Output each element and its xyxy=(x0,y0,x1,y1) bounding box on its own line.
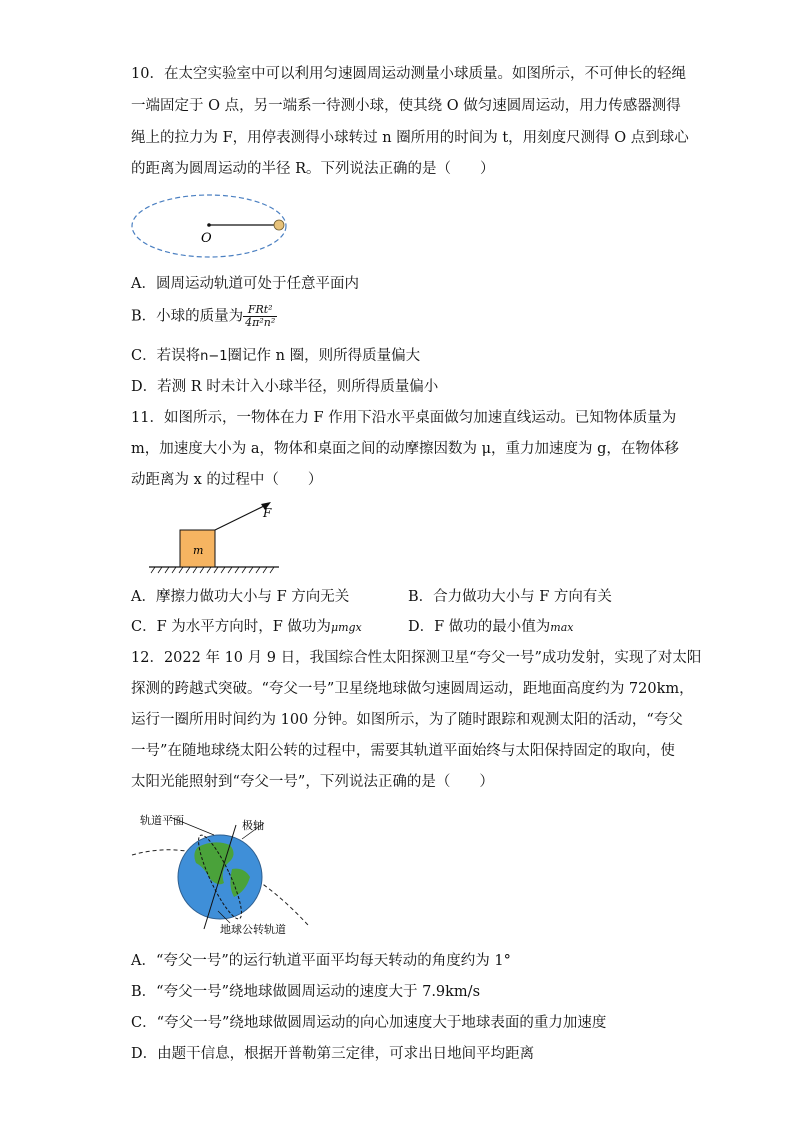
force-arrow-line xyxy=(215,505,266,530)
q10-option-a: A．圆周运动轨道可处于任意平面内 xyxy=(131,276,359,292)
q11-option-b: B．合力做功大小与 F 方向有关 xyxy=(408,589,612,605)
mass-fraction xyxy=(243,304,277,329)
q10-option-d: D．若测 R 时未计入小球半径，则所得质量偏小 xyxy=(131,379,439,395)
q10-option-c-expr: n−1 xyxy=(200,349,228,364)
q11-option-c-prefix: C．F 为水平方向时，F 做功为 xyxy=(131,619,331,635)
q11-option-d xyxy=(408,617,574,638)
q12-line-1: 12．2022 年 10 月 9 日，我国综合性太阳探测卫星“夸父一号”成功发射，实现了对太阳 xyxy=(131,650,702,666)
label-f: F xyxy=(263,506,272,520)
q12-earth-figure xyxy=(130,805,310,940)
q12-option-d: D．由题干信息，根据开普勒第三定律，可求出日地间平均距离 xyxy=(131,1046,535,1062)
q10-line-4: 的距离为圆周运动的半径 R。下列说法正确的是（ ） xyxy=(131,161,495,177)
q10-option-c xyxy=(131,346,420,367)
label-orbit-plane: 轨道平面 xyxy=(140,814,184,827)
fraction-numerator: FRt² xyxy=(243,304,277,317)
q11-line-1: 11．如图所示，一物体在力 F 作用下沿水平桌面做匀加速直线运动。已知物体质量为 xyxy=(131,410,677,426)
q10-line-2: 一端固定于 O 点，另一端系一待测小球，使其绕 O 做匀速圆周运动，用力传感器测得 xyxy=(131,98,681,114)
q10-option-b-text: B．小球的质量为 xyxy=(131,308,244,325)
q11-option-d-prefix: D．F 做功的最小值为 xyxy=(408,619,551,635)
table-hatching xyxy=(151,567,274,573)
q11-line-2: m，加速度大小为 a，物体和桌面之间的动摩擦因数为 μ，重力加速度为 g，在物体移 xyxy=(131,441,679,457)
q12-option-c: C．“夸父一号”绕地球做圆周运动的向心加速度大于地球表面的重力加速度 xyxy=(131,1015,607,1031)
q12-line-4: 一号”在随地球绕太阳公转的过程中，需要其轨道平面始终与太阳保持固定的取向，使 xyxy=(131,743,675,759)
label-m: m xyxy=(193,544,204,557)
q12-line-3: 运行一圈所用时间约为 100 分钟。如图所示，为了随时跟踪和观测太阳的活动，“夸父 xyxy=(131,712,683,728)
q11-line-3: 动距离为 x 的过程中（ ） xyxy=(131,472,323,488)
label-earth-orbit: 地球公转轨道 xyxy=(220,923,286,936)
q12-option-b: B．“夸父一号”绕地球做圆周运动的速度大于 7.9km/s xyxy=(131,984,481,1000)
q10-circular-motion-figure xyxy=(130,193,292,259)
q10-line-3: 绳上的拉力为 F，用停表测得小球转过 n 圈所用的时间为 t，用刻度尺测得 O 点到球心 xyxy=(131,130,689,146)
fraction-denominator: 4π²n² xyxy=(245,316,276,329)
label-o: O xyxy=(201,231,212,246)
q12-line-5: 太阳光能照射到“夸父一号”，下列说法正确的是（ ） xyxy=(131,774,494,790)
ball xyxy=(274,220,284,230)
q11-block-figure xyxy=(145,497,281,577)
q11-option-c-value: μmgx xyxy=(330,621,362,634)
q11-option-a: A．摩擦力做功大小与 F 方向无关 xyxy=(131,589,350,605)
label-polar-axis: 极轴 xyxy=(242,819,264,832)
q12-option-a: A．“夸父一号”的运行轨道平面平均每天转动的角度约为 1° xyxy=(131,953,511,969)
q12-line-2: 探测的跨越式突破。“夸父一号”卫星绕地球做匀速圆周运动，距地面高度约为 720km， xyxy=(131,681,694,697)
q10-option-c-prefix: C．若误将 xyxy=(131,348,201,364)
q10-option-c-suffix: 圈记作 n 圈，则所得质量偏大 xyxy=(227,348,421,364)
q10-line-1: 10．在太空实验室中可以利用匀速圆周运动测量小球质量。如图所示，不可伸长的轻绳 xyxy=(131,66,686,82)
q11-option-c xyxy=(131,617,362,638)
q11-option-d-value: max xyxy=(550,621,574,634)
q10-option-b xyxy=(131,304,277,329)
